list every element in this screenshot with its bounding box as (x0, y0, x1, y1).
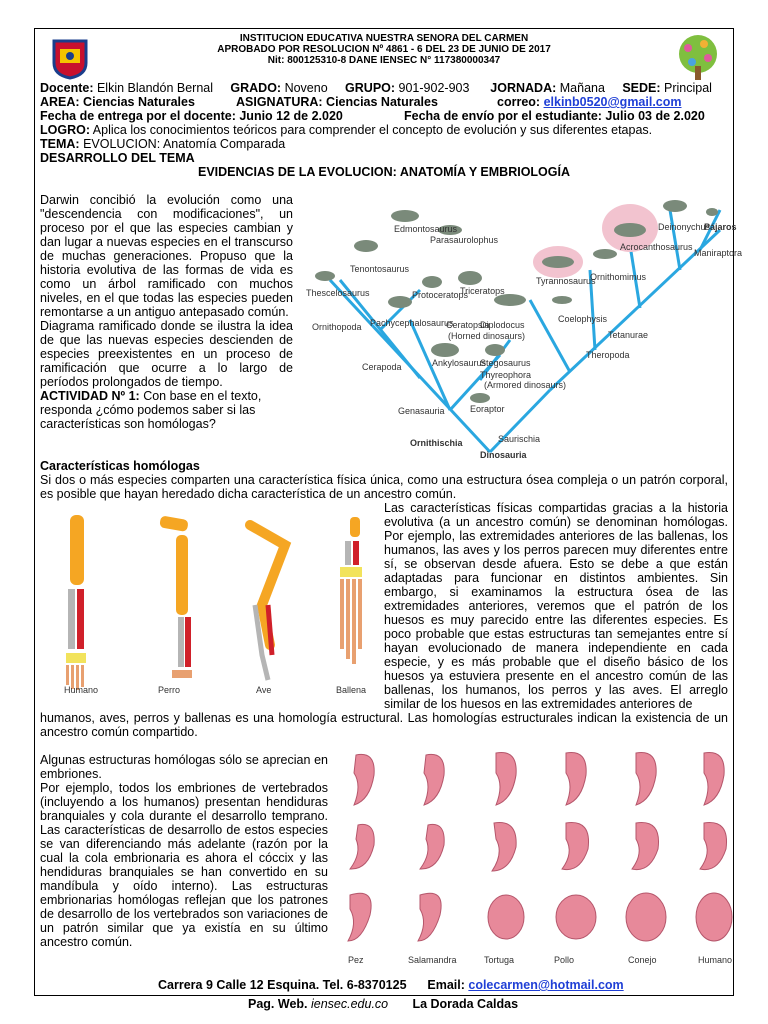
label-pajaros: Pájaros (704, 222, 737, 232)
label-armored: (Armored dinosaurs) (484, 380, 567, 390)
grupo-label: GRUPO: (345, 81, 396, 95)
footer-address: Carrera 9 Calle 12 Esquina. Tel. 6-8370125 (158, 978, 407, 992)
label-edmontosaurus: Edmontosaurus (394, 224, 458, 234)
label-eoraptor: Eoraptor (470, 404, 505, 414)
label-tenontosaurus: Tenontosaurus (350, 264, 410, 274)
label-protoceratops: Protoceratops (412, 290, 469, 300)
homologas-paragraph-cont: humanos, aves, perros y ballenas es una homología estructural. Las homologías estructurales indican la existencia de un ancestro común compartido. (40, 711, 728, 739)
label-coelophysis: Coelophysis (558, 314, 608, 324)
label-pachycephalosaurus: Pachycephalosaurus (370, 318, 454, 328)
info-row-1 (40, 81, 712, 95)
label-humano: Humano (64, 685, 99, 695)
label-tetanurae: Tetanurae (608, 330, 649, 340)
grado-label: GRADO: (230, 81, 282, 95)
fecha-entrega: Fecha de entrega por el docente: Junio 12 de 2.020 (40, 109, 343, 123)
label-perro: Perro (158, 685, 181, 695)
actividad-1 (40, 389, 293, 431)
area-label: AREA: Ciencias Naturales (40, 95, 195, 109)
homologas-paragraph: Las características físicas compartidas gracias a la historia evolutiva (a un ancestro común) se denominan homólogas. Por ejemplo, las extremidades anteriores de las ballenas, los humanos, las aves y los perros parecen muy diferentes entre sí, se observan desde afuera. Esto se debe a que están adaptadas para funcionar en distintos ambientes. Sin embargo, si examinamos la estructura ósea de las extremidades anteriores, veremos que el patrón de los huesos es muy parecido entre las diferentes especies. Es poco probable que estas estructuras tan semejantes entre sí hayan evolucionado de manera independiente en cada especie, y es más probable que el diseño básico de los huesos ya estuviera presente en el ancestro común de las ballenas, los humanos, los perros y las aves. El arreglo similar de los huesos en las extremidades anteriores de (384, 501, 728, 711)
dinosaur-cladogram (300, 190, 743, 465)
limb-ave (250, 525, 285, 680)
label-diplodocus: Diplodocus (480, 320, 525, 330)
label-humano-embrion: Humano (698, 955, 733, 965)
label-thescelosaurus: Thescelosaurus (306, 288, 370, 298)
school-name: INSTITUCION EDUCATIVA NUESTRA SENORA DEL CARMEN (239, 33, 529, 44)
forelimb-bones-illustration (40, 505, 380, 705)
actividad-question: Con base en el texto, responda ¿cómo podemos saber si las características son homólogas? (40, 389, 262, 431)
label-ceratopsia: Ceratopsia (446, 320, 490, 330)
homologas-title: Características homólogas (40, 459, 200, 473)
label-tyrannosaurus: Tyrannosaurus (536, 276, 596, 286)
label-deinonychus: Deinonychus (658, 222, 711, 232)
resolution: APROBADO POR RESOLUCION Nº 4861 - 6 DEL 23 DE JUNIO DE 2017 (217, 44, 551, 55)
logro-value: Aplica los conocimientos teóricos para comprender el concepto de evolución y sus diferentes etapas. (92, 123, 653, 137)
label-salamandra: Salamandra (408, 955, 457, 965)
logro-row (40, 123, 652, 137)
label-theropoda: Theropoda (586, 350, 630, 360)
correo-row (497, 95, 682, 109)
embriones-text (40, 753, 328, 949)
label-ave: Ave (256, 685, 272, 695)
label-thyreophora: Thyreophora (480, 370, 532, 380)
grupo-value: 901-902-903 (398, 81, 470, 95)
footer-web-label: Pag. Web. (248, 997, 308, 1011)
label-cerapoda: Cerapoda (362, 362, 402, 372)
label-parasaurolophus: Parasaurolophus (430, 235, 499, 245)
label-maniraptora: Maniraptora (694, 248, 743, 258)
jornada-label: JORNADA: (490, 81, 557, 95)
tema-value: EVOLUCION: Anatomía Comparada (83, 137, 286, 151)
label-pollo: Pollo (554, 955, 575, 965)
label-horned: (Horned dinosaurs) (448, 331, 526, 341)
fecha-envio: Fecha de envío por el estudiante: Julio 03 de 2.020 (404, 109, 705, 123)
docente-value: Elkin Blandón Bernal (96, 81, 214, 95)
grado-value: Noveno (284, 81, 328, 95)
docente-label: Docente: (40, 81, 94, 95)
label-ankylosaurus: Ankylosaurus (432, 358, 487, 368)
intro-paragraph-2: Diagrama ramificado donde se ilustra la idea de que las nuevas especies descienden de especies preexistentes en un proceso de ramificación que ocurre a lo largo de períodos prolongados de tiempo. (40, 319, 293, 389)
intro-paragraph-1: Darwin concibió la evolución como una "descendencia con modificaciones", un proceso por el que las especies cambian y dan lugar a nuevas especies en el transcurso de muchas generaciones. Propuso que la historia evolutiva de las formas de vida es como un árbol ramificado con muchos niveles, en el que todas las especies pueden remontarse a un antiguo antepasado común. (40, 193, 293, 319)
label-pez: Pez (348, 955, 364, 965)
footer-email-link[interactable]: colecarmen@hotmail.com (468, 978, 624, 992)
actividad-label: ACTIVIDAD Nº 1: (40, 389, 140, 403)
label-ornithomimus: Ornithomimus (590, 272, 647, 282)
label-genasauria: Genasauria (398, 406, 445, 416)
jornada-value: Mañana (559, 81, 605, 95)
nit-dane: Nit: 800125310-8 DANE IENSEC N° 117380000347 (267, 55, 501, 66)
logro-label: LOGRO: (40, 123, 90, 137)
footer-web-row (248, 997, 518, 1011)
embryos-illustration (336, 745, 736, 967)
correo-label: correo: (497, 95, 541, 109)
footer-address-row (158, 978, 624, 992)
footer-web-value: iensec.edu.co (311, 997, 389, 1011)
intro-text (40, 193, 293, 431)
limb-humano (66, 515, 86, 690)
limb-ballena (340, 517, 362, 664)
label-ornithopoda: Ornithopoda (312, 322, 362, 332)
label-dinosauria: Dinosauria (480, 450, 527, 460)
label-acrocanthosaurus: Acrocanthosaurus (620, 242, 693, 252)
label-saurischia: Saurischia (498, 434, 541, 444)
sede-value: Principal (664, 81, 712, 95)
correo-link[interactable]: elkinb0520@gmail.com (543, 95, 682, 109)
footer-city: La Dorada Caldas (412, 997, 519, 1011)
main-title: EVIDENCIAS DE LA EVOLUCION: ANATOMÍA Y EMBRIOLOGÍA (197, 165, 570, 179)
embriones-paragraph-1: Algunas estructuras homólogas sólo se aprecian en embriones. (40, 753, 328, 781)
tema-row (40, 137, 285, 151)
limb-perro (159, 515, 192, 678)
label-stegosaurus: Stegosaurus (480, 358, 531, 368)
label-triceratops: Triceratops (460, 286, 505, 296)
tema-label: TEMA: (40, 137, 80, 151)
homologas-intro: Si dos o más especies comparten una característica física única, como una estructura ósea compleja o un patrón corporal, es posible que hayan heredado dicha característica de un ancestro común. (40, 473, 728, 501)
asignatura-label: ASIGNATURA: Ciencias Naturales (236, 95, 438, 109)
label-conejo: Conejo (628, 955, 657, 965)
label-ballena: Ballena (336, 685, 367, 695)
label-tortuga: Tortuga (484, 955, 515, 965)
label-ornithischia: Ornithischia (410, 438, 463, 448)
embriones-paragraph-2: Por ejemplo, todos los embriones de vertebrados (incluyendo a los humanos) presentan hendiduras branquiales y cola durante el desarrollo temprano. Las características de desarrollo de estos especies se van diferenciando más adelante (razón por la cual la cola embrionaria es ahora el cóccix y las hendiduras branquiales se han convertido en su mandíbula y oído interno). Las estructuras embrionarias homólogas reflejan que los patrones de desarrollo de los vertebrados son variaciones de un patrón similar que ya existía en su último ancestro común. (40, 781, 328, 949)
sede-label: SEDE: (622, 81, 661, 95)
footer-email-label: Email: (427, 978, 465, 992)
desarrollo-heading: DESARROLLO DEL TEMA (40, 151, 195, 165)
